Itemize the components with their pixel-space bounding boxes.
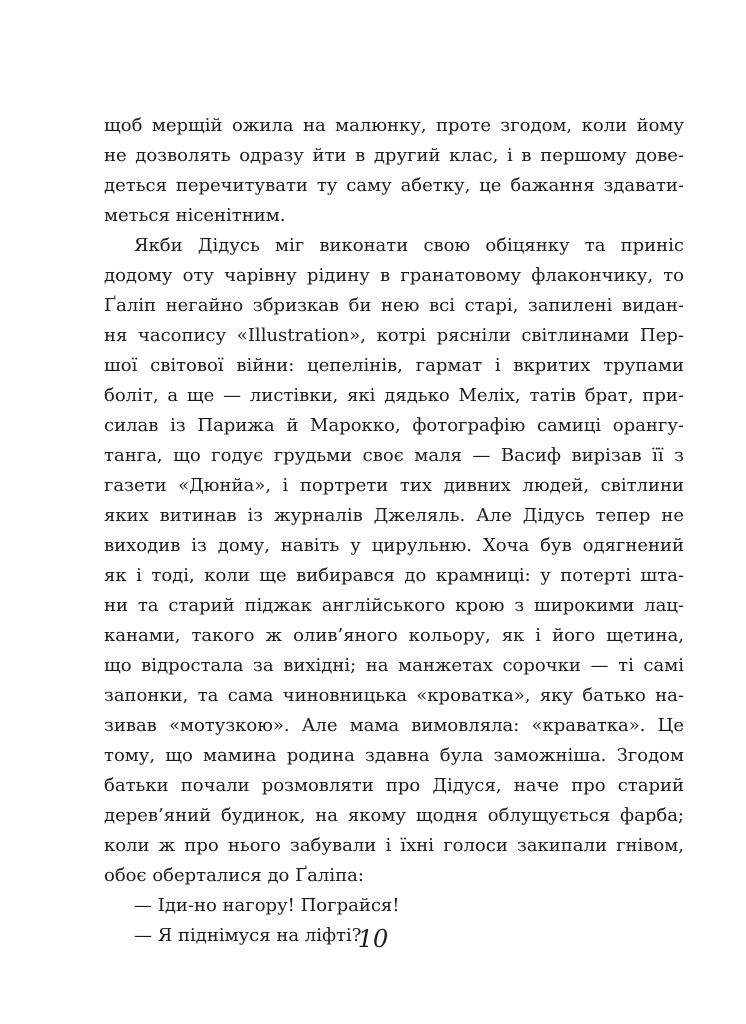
text-line: танга, що годує грудьми своє маля — Васиф вирізав її з <box>104 445 684 466</box>
text-line: щоб мерщій ожила на малюнку, проте згодом, коли йому <box>104 115 684 136</box>
text-line: обоє оберталися до Ґаліпа: <box>104 865 364 886</box>
text-line: газети «Дюнйа», і портрети тих дивних людей, світлини <box>104 475 684 496</box>
text-line: силав із Парижа й Марокко, фотографію самиці орангу- <box>104 415 684 436</box>
text-line: запонки, та сама чиновницька «кроватка», яку батько на- <box>104 685 684 706</box>
text-line: виходив із дому, навіть у цирульню. Хоча був одягнений <box>104 535 684 556</box>
text-line: що відростала за вихідні; на манжетах сорочки — ті самі <box>104 655 684 676</box>
text-line: меться нісенітним. <box>104 205 286 226</box>
page-number: 10 <box>357 925 389 953</box>
body-text <box>104 111 684 951</box>
text-line: батьки почали розмовляти про Дідуся, наче про старий <box>104 775 684 796</box>
text-line: додому оту чарівну рідину в гранатовому флакончику, то <box>104 265 684 286</box>
text-line: дерев’яний будинок, на якому щодня облущується фарба; <box>104 805 684 826</box>
text-line: Ґаліп негайно збризкав би нею всі старі, запилені видан- <box>104 295 684 316</box>
text-line: — Іди-но нагору! Пограйся! <box>134 895 400 916</box>
paragraph <box>104 111 684 231</box>
text-line: як і тоді, коли ще вибирався до крамниці: у потерті шта- <box>104 565 684 586</box>
text-line: боліт, а ще — листівки, які дядько Меліх, татів брат, при- <box>104 385 684 406</box>
text-line: канами, такого ж олив’яного кольору, як і його щетина, <box>104 625 684 646</box>
paragraph <box>104 891 684 921</box>
text-line: зивав «мотузкою». Але мама вимовляла: «краватка». Це <box>104 715 684 736</box>
text-line: яких витинав із журналів Джеляль. Але Дідусь тепер не <box>104 505 684 526</box>
text-line: коли ж про нього забували і їхні голоси закипали гнівом, <box>104 835 684 856</box>
text-line: шої світової війни: цепелінів, гармат і вкритих трупами <box>104 355 684 376</box>
text-line: ня часопису «Illustration», котрі рясніли світлинами Пер- <box>104 325 684 346</box>
text-line: Якби Дідусь міг виконати свою обіцянку та приніс <box>134 235 684 256</box>
text-line: деться перечитувати ту саму абетку, це бажання здавати- <box>104 175 684 196</box>
text-line: тому, що мамина родина здавна була заможніша. Згодом <box>104 745 684 766</box>
text-line: не дозволять одразу йти в другий клас, і в першому дове- <box>104 145 684 166</box>
text-line: — Я піднімуся на ліфті? <box>134 925 362 946</box>
text-line: ни та старий піджак англійського крою з широкими лац- <box>104 595 684 616</box>
paragraph <box>104 231 684 891</box>
